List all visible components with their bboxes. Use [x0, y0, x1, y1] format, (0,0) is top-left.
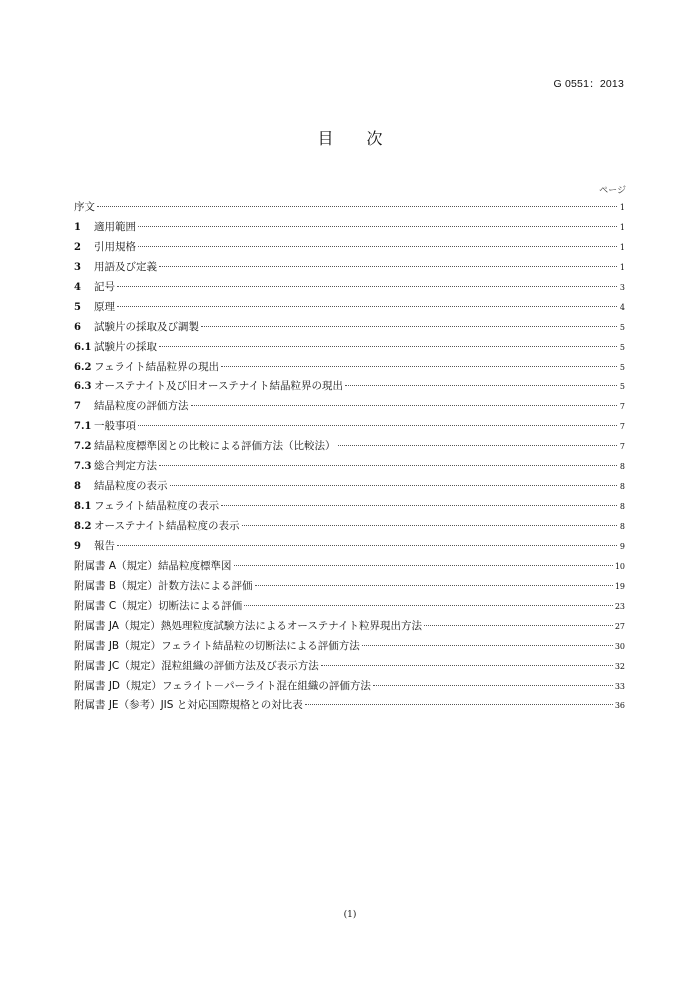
toc-entry[interactable] [74, 557, 625, 577]
toc-entry[interactable] [74, 358, 625, 378]
toc-leader-dots [242, 525, 617, 526]
toc-entry[interactable] [74, 377, 625, 397]
toc-leader-dots [234, 565, 613, 566]
toc-page-number: 19 [614, 581, 625, 591]
toc-entry[interactable] [74, 338, 625, 358]
toc-entry-label: 附属書 JA（規定）熱処理粒度試験方法によるオーステナイト粒界現出方法 [74, 619, 422, 632]
toc-entry[interactable] [74, 657, 625, 677]
toc-page-number: 27 [614, 621, 625, 631]
toc-entry-number: 6 [74, 321, 81, 333]
toc-entry-label: 6.1 試験片の採取 [74, 338, 157, 358]
document-code: G 0551：2013 [553, 78, 624, 90]
toc-page-number: 8 [619, 482, 625, 492]
toc-page-number: 4 [619, 302, 625, 312]
toc-entry-label: 4 記号 [74, 278, 115, 298]
toc-leader-dots [221, 505, 617, 506]
toc-entry[interactable] [74, 258, 625, 278]
toc-page-number: 5 [619, 382, 625, 392]
toc-entry-label: 2 引用規格 [74, 238, 136, 258]
toc-entry-label: 附属書 JD（規定）フェライト－パーライト混在組織の評価方法 [74, 679, 371, 692]
toc-entry-label: 序文 [74, 201, 95, 213]
page-title: 目 次 [317, 129, 397, 148]
toc-page-number: 30 [614, 641, 625, 651]
toc-leader-dots [170, 485, 618, 486]
toc-page-number: 7 [619, 402, 625, 412]
footer-page-number: (1) [343, 910, 357, 920]
toc-entry[interactable] [74, 417, 625, 437]
toc-entry-number: 5 [74, 301, 81, 313]
toc-entry-label: 8.2 オーステナイト結晶粒度の表示 [74, 517, 240, 537]
toc-leader-dots [97, 206, 617, 207]
toc-entry-label: 附属書 A（規定）結晶粒度標準図 [74, 559, 232, 572]
toc-leader-dots [117, 545, 617, 546]
toc-entry[interactable] [74, 517, 625, 537]
toc-page-number: 8 [619, 502, 625, 512]
toc-entry[interactable] [74, 617, 625, 637]
toc-entry-number: 8.2 [74, 521, 92, 532]
toc-entry-label: 5 原理 [74, 298, 115, 318]
toc-page-number: 7 [619, 442, 625, 452]
toc-entry[interactable] [74, 298, 625, 318]
toc-leader-dots [338, 445, 618, 446]
toc-entry-number: 1 [74, 221, 81, 233]
toc-entry-number: 7.2 [74, 441, 92, 453]
toc-entry-label: 附属書 B（規定）計数方法による評価 [74, 579, 253, 592]
toc-page-number: 5 [619, 362, 625, 372]
toc-page-number: 8 [619, 462, 625, 472]
toc-entry[interactable] [74, 696, 625, 716]
toc-entry-number: 7.3 [74, 461, 92, 473]
toc-entry-number: 6.3 [74, 381, 92, 393]
toc-entry-label: 附属書 JE（参考）JIS と対応国際規格との対比表 [74, 699, 303, 712]
toc-entry-label: 8.1 フェライト結晶粒度の表示 [74, 497, 219, 517]
toc-leader-dots [201, 326, 617, 327]
toc-page-number: 33 [614, 681, 625, 691]
toc-entry-label: 7.3 総合判定方法 [74, 457, 157, 477]
toc-entry-label: 7.2 結晶粒度標準図との比較による評価方法（比較法） [74, 437, 336, 457]
toc-entry-label: 6.2 フェライト結晶粒界の現出 [74, 358, 219, 378]
toc-page-number: 1 [619, 242, 625, 252]
toc-leader-dots [424, 625, 613, 626]
toc-entry-label: 1 適用範囲 [74, 218, 136, 238]
toc-entry-number: 6.2 [74, 361, 92, 373]
toc-page-number: 1 [619, 203, 625, 212]
toc-entry[interactable] [74, 637, 625, 657]
toc-page-number: 9 [619, 541, 625, 551]
toc-page-number: 32 [614, 661, 625, 671]
toc-leader-dots [159, 266, 617, 267]
toc-leader-dots [138, 246, 617, 247]
toc-entry-number: 7.1 [74, 421, 92, 433]
toc-leader-dots [345, 385, 617, 386]
toc-entry-number: 8 [74, 481, 81, 493]
toc-leader-dots [138, 226, 617, 227]
toc-leader-dots [244, 605, 613, 606]
toc-entry-number: 7 [74, 401, 81, 413]
toc-entry[interactable] [74, 457, 625, 477]
toc-page-number: 8 [619, 522, 625, 531]
toc-entry-label: 9 報告 [74, 537, 115, 557]
toc-leader-dots [221, 366, 617, 367]
toc-entry[interactable] [74, 397, 625, 417]
toc-leader-dots [373, 685, 613, 686]
toc-page-number: 36 [614, 701, 625, 711]
toc-leader-dots [255, 585, 613, 586]
toc-entry-label: 3 用語及び定義 [74, 258, 157, 278]
toc-leader-dots [117, 286, 617, 287]
toc-leader-dots [362, 645, 613, 646]
toc-entry[interactable] [74, 497, 625, 517]
toc-leader-dots [117, 306, 617, 307]
toc-entry-number: 9 [74, 540, 81, 552]
toc-leader-dots [305, 704, 613, 705]
toc-entry[interactable] [74, 677, 625, 697]
toc-entry-label: 7.1 一般事項 [74, 417, 136, 437]
toc-entry-number: 8.1 [74, 501, 92, 513]
toc-page-number: 23 [614, 601, 625, 611]
toc-entry-label: 附属書 JB（規定）フェライト結晶粒の切断法による評価方法 [74, 639, 360, 652]
toc-page-number: 3 [619, 282, 625, 292]
toc-leader-dots [159, 465, 617, 466]
toc-entry[interactable] [74, 198, 625, 218]
toc-page-number: 1 [619, 222, 625, 232]
toc-entry[interactable] [74, 278, 625, 298]
toc-page-number: 10 [614, 561, 625, 571]
toc-entry-label: 附属書 JC（規定）混粒組織の評価方法及び表示方法 [74, 659, 319, 672]
toc-leader-dots [321, 665, 613, 666]
toc-entry-number: 3 [74, 261, 81, 273]
toc-entry-label: 7 結晶粒度の評価方法 [74, 397, 189, 417]
toc-entry-label: 附属書 C（規定）切断法による評価 [74, 599, 243, 612]
toc-entry-number: 2 [74, 241, 81, 253]
toc-entry[interactable] [74, 238, 625, 258]
toc-page-number: 1 [619, 262, 625, 272]
page-column-label: ページ [599, 186, 626, 196]
toc-entry-label: 8 結晶粒度の表示 [74, 477, 168, 497]
toc-leader-dots [159, 346, 617, 347]
toc-entry-number: 6.1 [74, 341, 92, 353]
toc-entry-label: 6 試験片の採取及び調製 [74, 318, 199, 338]
toc-leader-dots [138, 425, 617, 426]
table-of-contents [74, 198, 625, 716]
toc-entry[interactable] [74, 537, 625, 557]
toc-entry[interactable] [74, 218, 625, 238]
toc-page-number: 5 [619, 322, 625, 332]
toc-entry-label: 6.3 オーステナイト及び旧オーステナイト結晶粒界の現出 [74, 377, 343, 397]
toc-page-number: 5 [619, 342, 625, 352]
toc-entry[interactable] [74, 318, 625, 338]
toc-leader-dots [191, 405, 618, 406]
toc-entry-number: 4 [74, 281, 81, 293]
toc-page-number: 7 [619, 422, 625, 432]
toc-entry[interactable] [74, 597, 625, 617]
toc-entry[interactable] [74, 477, 625, 497]
toc-entry[interactable] [74, 437, 625, 457]
toc-entry[interactable] [74, 577, 625, 597]
